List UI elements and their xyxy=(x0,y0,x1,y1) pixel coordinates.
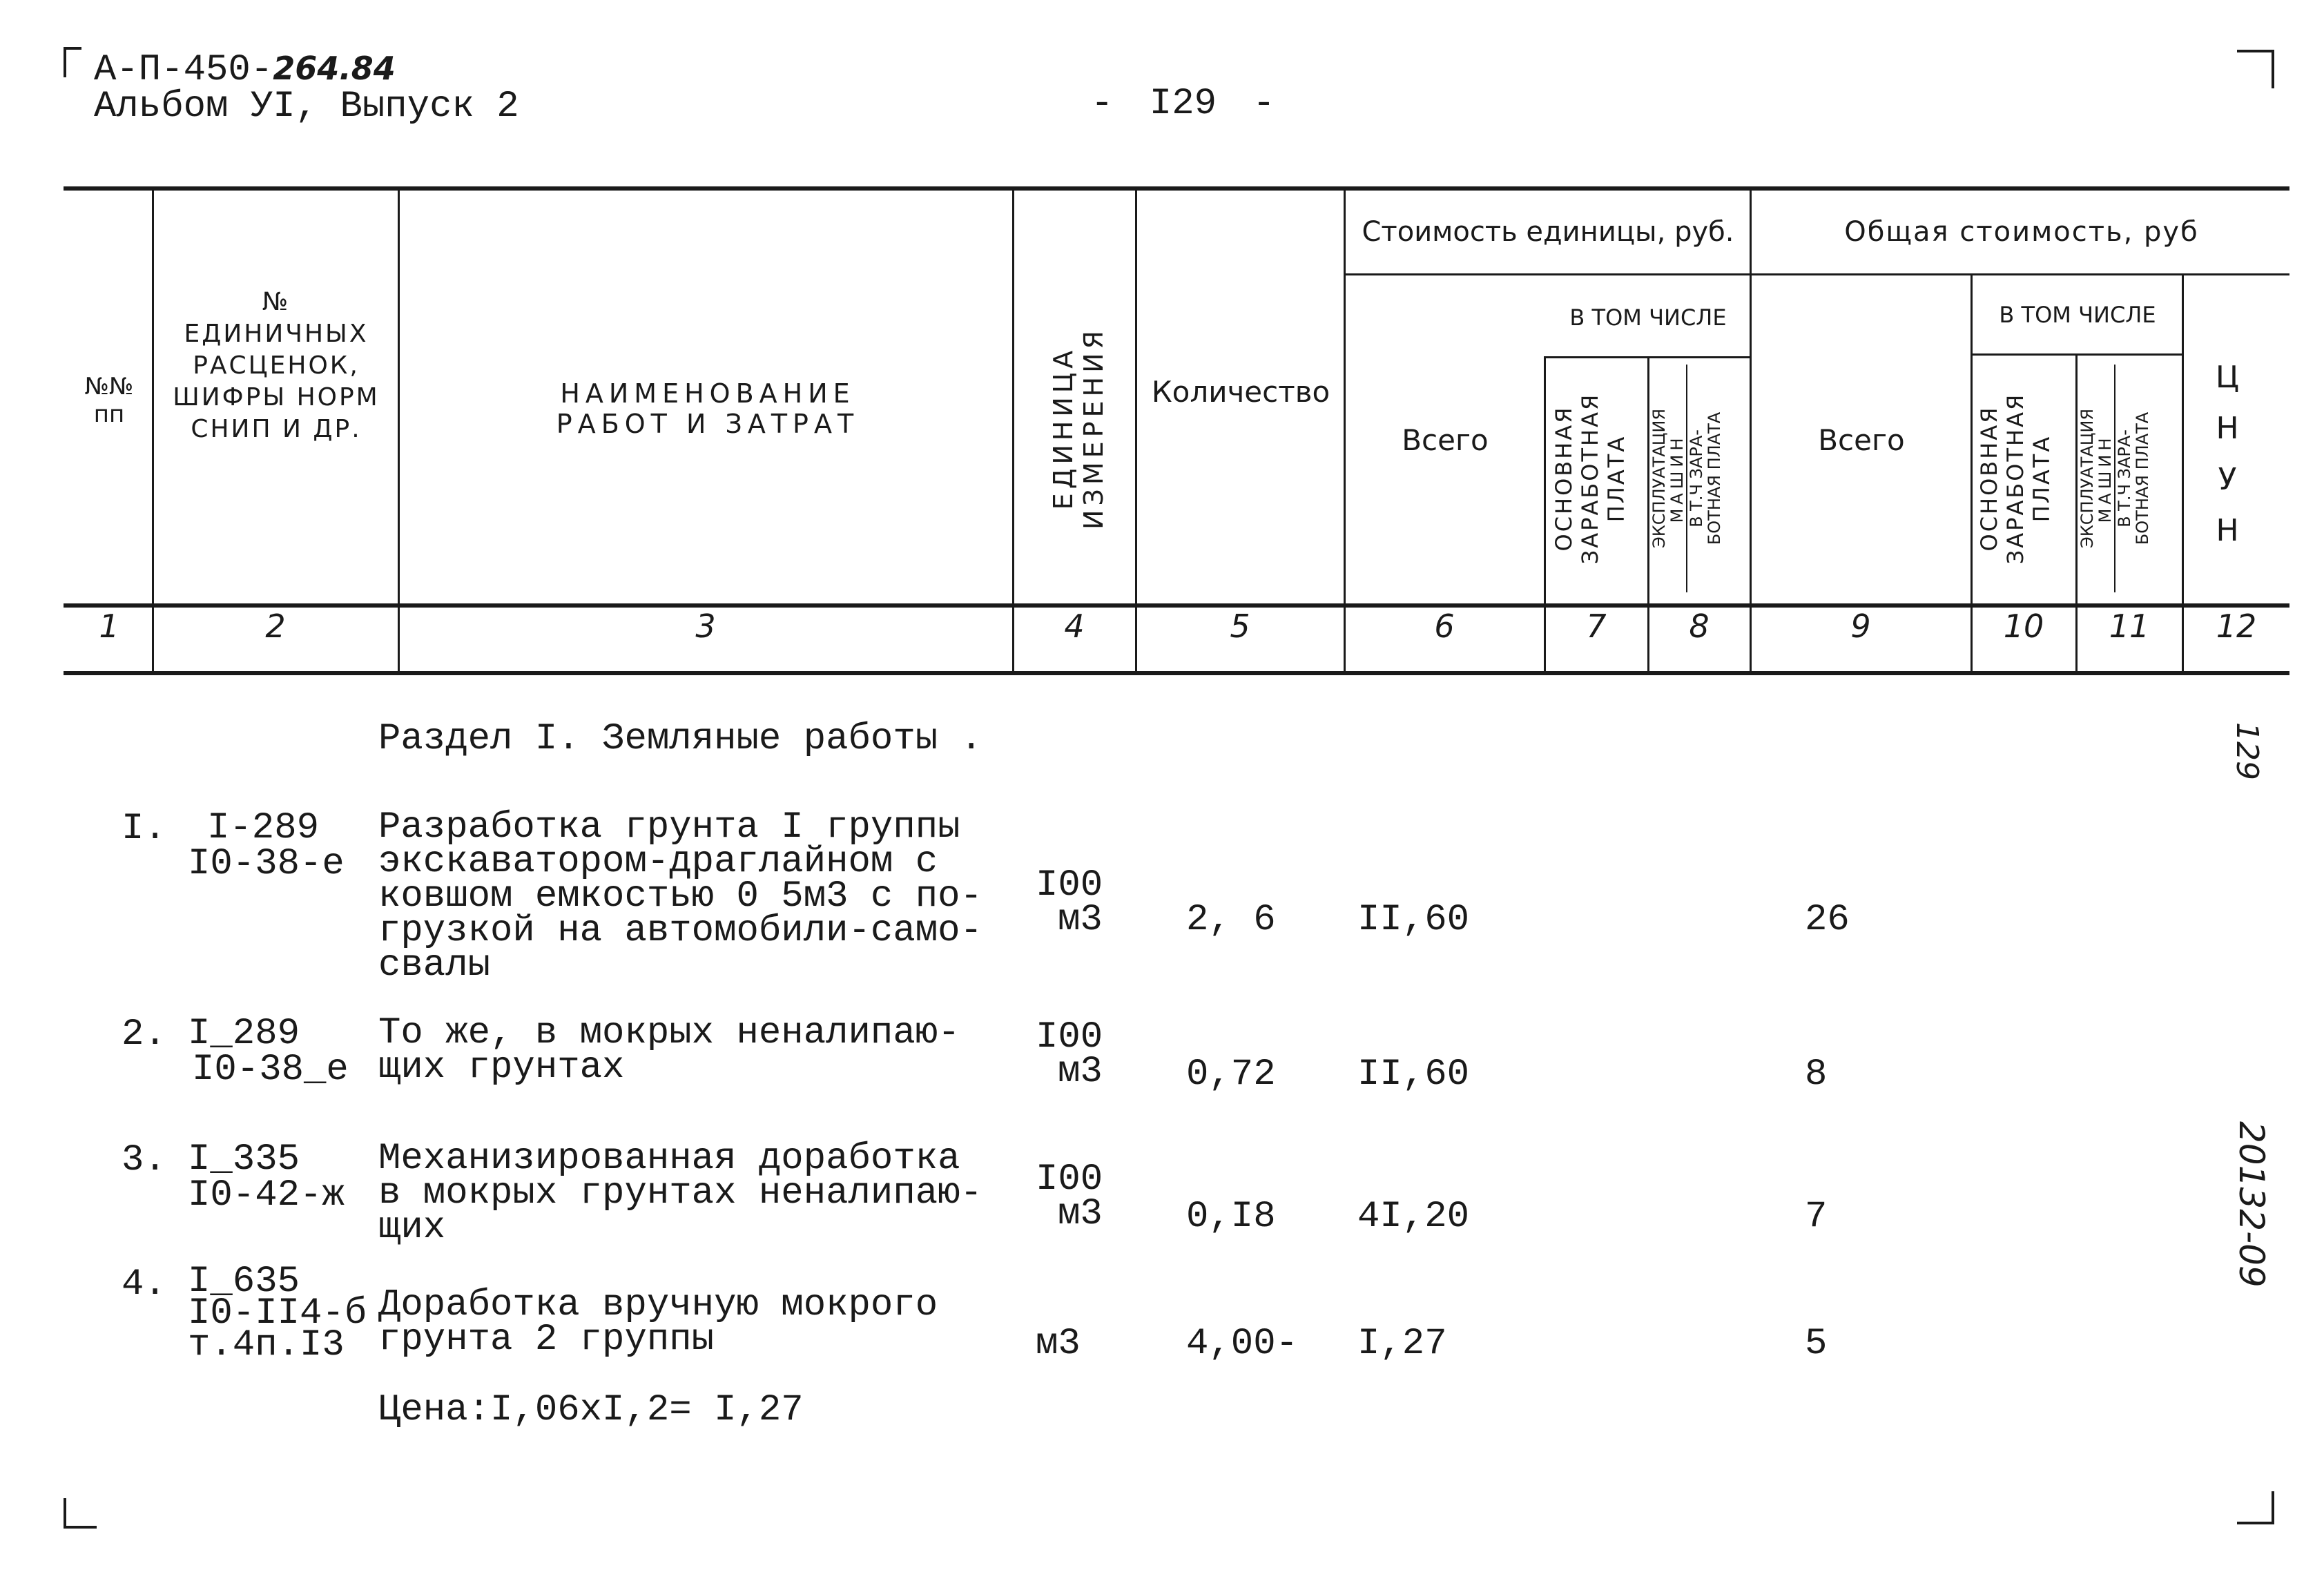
machine-op-line4: БОТНАЯ ПЛАТА xyxy=(2133,411,2152,545)
header-total-cost-incl: В ТОМ ЧИСЛЕ xyxy=(1999,302,2156,328)
col-divider xyxy=(398,188,400,672)
unit: I00 м3 xyxy=(1036,1016,1103,1093)
col-divider xyxy=(1135,188,1137,672)
column-number: 10 xyxy=(2003,608,2044,645)
work-name: Доработка вручную мокрого грунта 2 группы xyxy=(378,1284,938,1361)
column-number: 7 xyxy=(1586,608,1607,645)
column-number: 6 xyxy=(1434,608,1455,645)
row-number: I. xyxy=(122,808,166,850)
header-work-name-line2: РАБОТ И ЗАТРАТ xyxy=(556,409,860,439)
header-work-name-line1: НАИМЕНОВАНИЕ xyxy=(560,378,855,409)
total-cost-incl-rule xyxy=(1972,353,2183,356)
column-number: 3 xyxy=(695,608,716,645)
total-cost: 5 xyxy=(1805,1323,1828,1365)
machine-op-line4: БОТНАЯ ПЛАТА xyxy=(1705,411,1724,545)
margin-page-mark: 129 xyxy=(2229,722,2265,780)
column-number: 4 xyxy=(1064,608,1085,645)
machine-op-line3: В Т.Ч ЗАРА- xyxy=(2114,365,2133,592)
column-number: 5 xyxy=(1230,608,1250,645)
quantity: 0,72 xyxy=(1186,1054,1276,1096)
unit-cost-total: 4I,20 xyxy=(1357,1196,1470,1238)
total-cost: 26 xyxy=(1805,899,1850,941)
corner-mark-top-right xyxy=(2237,50,2274,88)
header-rate-code: № ЕДИНИЧНЫХ РАСЦЕНОК, ШИФРЫ НОРМ СНИП И ДР. xyxy=(173,288,380,443)
machine-op-line1: ЭКСПЛУАТАЦИЯ xyxy=(1649,408,1669,549)
corner-mark-bottom-right xyxy=(2237,1491,2274,1524)
document-code xyxy=(94,50,396,89)
header-quantity: Количество xyxy=(1151,375,1330,409)
header-unit-cost-total: Всего xyxy=(1402,423,1489,457)
column-number: 11 xyxy=(2109,608,2150,645)
row-number: 4. xyxy=(122,1263,166,1306)
unit-cost-total: II,60 xyxy=(1357,1054,1470,1096)
column-number: 9 xyxy=(1850,608,1871,645)
unit-cost-total: I,27 xyxy=(1357,1323,1447,1365)
machine-op-line2: МАШИН xyxy=(1667,434,1687,523)
col-divider xyxy=(1012,188,1014,672)
rate-code: I_289 I0-38_е xyxy=(188,1013,349,1091)
column-number: 1 xyxy=(99,608,119,645)
column-number: 8 xyxy=(1689,608,1710,645)
document-code-printed: А-П-450- xyxy=(94,49,273,91)
corner-mark-top-left xyxy=(64,47,81,77)
total-cost: 7 xyxy=(1805,1196,1828,1238)
album-title: Альбом УI, Выпуск 2 xyxy=(94,86,519,128)
row-number: 3. xyxy=(122,1139,166,1181)
section-title: Раздел I. Земляные работы . xyxy=(378,718,982,760)
rate-code: I_635 I0-II4-б т.4п.I3 xyxy=(188,1261,367,1366)
header-row-number: №№ пп xyxy=(84,373,134,428)
corner-mark-bottom-left xyxy=(64,1498,97,1529)
header-col12: Ц Н У Н xyxy=(2215,360,2240,548)
document-code-handwritten: 264.84 xyxy=(273,50,396,87)
row-number: 2. xyxy=(122,1014,166,1056)
header-unit-machine-op xyxy=(1650,365,1723,592)
header-total-cost-group: Общая стоимость, руб xyxy=(1844,216,2199,248)
col-divider xyxy=(1750,188,1752,672)
quantity: 2, 6 xyxy=(1186,899,1276,941)
unit-cost-total: II,60 xyxy=(1357,899,1470,941)
unit: м3 xyxy=(1036,1323,1081,1365)
price-note: Цена:I,06хI,2= I,27 xyxy=(378,1389,804,1431)
unit-cost-group-rule xyxy=(1345,273,1751,275)
header-unit-cost-incl: В ТОМ ЧИСЛЕ xyxy=(1569,304,1727,331)
col-divider xyxy=(1344,188,1346,672)
header-total-machine-op xyxy=(2078,365,2151,592)
header-total-base-wage: ОСНОВНАЯ ЗАРАБОТНАЯ ПЛАТА xyxy=(1976,392,2055,565)
quantity: 0,I8 xyxy=(1186,1196,1276,1238)
col-divider xyxy=(152,188,154,672)
work-name: Разработка грунта I группы экскаватором-драглайном с ковшом емкостью 0 5м3 с по- грузкой на автомобили-само- свалы xyxy=(378,806,982,987)
quantity: 4,00- xyxy=(1186,1323,1299,1365)
margin-reference-number: 20132-09 xyxy=(2231,1121,2272,1288)
header-unit-cost-group: Стоимость единицы, руб. xyxy=(1362,216,1734,248)
rate-code: I_335 I0-42-ж xyxy=(188,1138,345,1216)
header-total-cost-total: Всего xyxy=(1818,423,1905,457)
header-unit: ЕДИНИЦА ИЗМЕРЕНИЯ xyxy=(1048,327,1109,530)
column-number: 12 xyxy=(2216,608,2257,645)
work-name: Механизированная доработка в мокрых грунтах неналипаю- щих xyxy=(378,1138,982,1249)
header-unit-base-wage: ОСНОВНАЯ ЗАРАБОТНАЯ ПЛАТА xyxy=(1551,392,1629,565)
unit: I00 м3 xyxy=(1036,864,1103,941)
total-cost-group-rule xyxy=(1751,273,2289,275)
machine-op-line2: МАШИН xyxy=(2095,434,2115,523)
rate-code: I-289 I0-38-е xyxy=(188,807,345,885)
total-cost: 8 xyxy=(1805,1054,1828,1096)
column-number: 2 xyxy=(265,608,286,645)
unit: I00 м3 xyxy=(1036,1158,1103,1235)
machine-op-line3: В Т.Ч ЗАРА- xyxy=(1686,365,1705,592)
page-number: - I29 - xyxy=(1091,83,1275,125)
header-work-name xyxy=(407,378,1008,439)
machine-op-line1: ЭКСПЛУАТАЦИЯ xyxy=(2078,408,2097,549)
work-name: То же, в мокрых неналипаю- щих грунтах xyxy=(378,1012,960,1089)
